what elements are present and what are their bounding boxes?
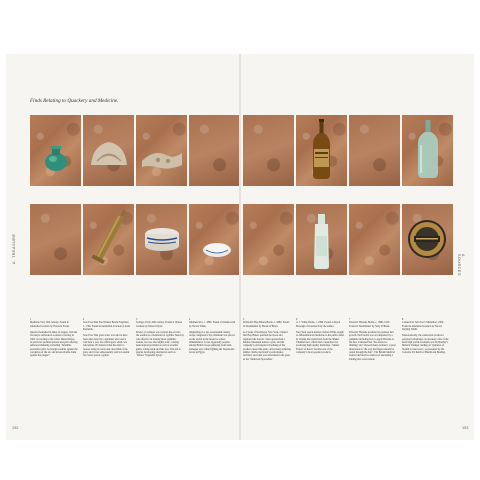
- photo-medicine-vial: [30, 115, 81, 186]
- left-page-number: 192: [12, 426, 19, 430]
- caption-3: 3 Syringe, Early 19th century. Found at Vinters Gardens by Marcel Wyatt. Pewter or syringes was scripted the ear into the urethra as a treatment for syphilis. Mercury was effective in treating most syphilitic lesions, but was also highly toxic, causing neurological problems as well as swollen gums, rotting teeth and hair loss. This led to quacks developing alternatives such as ‘Velnos’ Vegetable Syrup’.: [136, 318, 184, 358]
- caption-1: 1 Medicine Vial, 19th century. Found in unlabelled location by Florence Evans. Quacks flourished in times of plague, with the last major outbreak in London occurring in 1665. According to the writer Daniel Defoe, its survivors peddled potions and pills offering sufferers immunity, including “Infallible preventive pills, Sovereign cordials against the corruption of the air, and inconceivable drink against the plague”.: [30, 318, 78, 358]
- left-running-head: A. TREASURE: [12, 233, 16, 264]
- right-page: [241, 54, 474, 440]
- caption-2: 2 Sore Foot Pine Ford Plaster Bottle Fragment, c. 1790. Found in unlabelled location by Anna Reynolds. Sore Foot Tine great water was said to have been discovered by a gardener who used a well near a yew tree which grew small, wet land plants. He believed that the elixir to forever using its water and cured him of his gout, and it was subsequently sold in London for twelve pence a gallon.: [83, 318, 131, 358]
- caption-4: 4 Ointment Pot, c. 1800. Found at Wandsworth by Nicola White. Originating in a late seventeenth century recipe, Singleton’s Eye Ointment was placed on the eyelid in the model to reduce inflammation. It was apparently popular among British troops suffering from sand-damaged eyes while fighting the Napoleonic forces in Egypt.: [189, 318, 236, 355]
- photo-bottle-three: [349, 115, 400, 186]
- caption-6: 6 A. J. White Bottle, c. 1890. Found at Royal Borough of Greenwich by the author. New York quack Andrew Judson White sought to differentiate his medicine to the public mind by buying the registration from the Shaker Christian sect, which had a reputation for producing high quality medicines. ‘Shaker Extract of Roots’ became one of the company’s most popular products.: [296, 318, 344, 355]
- photo-harlene-fragment: [349, 204, 400, 275]
- photo-bottle-left: [243, 115, 294, 186]
- caption-7: 7 Edwards’ Harlene Bottle, c. 1890–1910. Found at Westminster by Sally O’Brien. Edwards’ Harlene promised to promote hair growth. Each bottle was accompanied by a pamphlet including how to apply Harlene to the hair. It insisted that ‘the answer to thinning’ and ‘showed many doubters’ a great illustration in ‘the way the fingers should be rested through the hair’. The British Medical Journal declared its chances of sustaining a balding into were remote.: [349, 318, 396, 361]
- photo-hop-bitters-bottle: [296, 115, 347, 186]
- section-title: Finds Relating to Quackery and Medicine.: [30, 98, 119, 104]
- photo-fragment-four: [189, 115, 240, 186]
- photo-pewter-syringe: [83, 204, 134, 275]
- photo-sore-foot-fragment: [83, 115, 134, 186]
- right-page-number: 193: [462, 426, 469, 430]
- photo-syringe-top: [136, 115, 187, 186]
- photo-white-bottle: [296, 204, 347, 275]
- photo-stone-five: [243, 204, 294, 275]
- right-running-head: A. SOURCES: [457, 254, 465, 276]
- photo-medallion: [402, 204, 453, 275]
- caption-8: 8 Connecticut Survivor’s Medallion, 1900. Found in unlabelled location by Nicola Ruyling Smith. Neurotonically, the connection produced perpetual advantages on quackery. One of the most high profile examples was Dr Bradley’s Mineral Trumpet reading on ‘Quincies of Stealth to treat Gout’, as presented by the Concetto II Church of Health and Healing.: [402, 318, 449, 355]
- photo-ointment-lid: [189, 204, 240, 275]
- photo-ointment-pot: [136, 204, 187, 275]
- left-page: [6, 54, 239, 440]
- photo-green-bottle: [402, 115, 453, 186]
- book-spread: [6, 54, 474, 440]
- caption-5: 5 Dr Radd’s Hop Bitters Bottle, c. 1880. Found in Westminster by Brook O’Brian. Los Souls of Rochester, New York, claimed that Hop Bitters purified the blood and regulated the bowels. Sales approached a hundred thousand dollars a year, and the company’s extravagant advertising of the product caused the panic. After many suffering similar claims, the brand’s performance declined, and sales was advertised in the press as the ‘Malicious Specialists’.: [243, 318, 291, 361]
- photo-empty-stone: [30, 204, 81, 275]
